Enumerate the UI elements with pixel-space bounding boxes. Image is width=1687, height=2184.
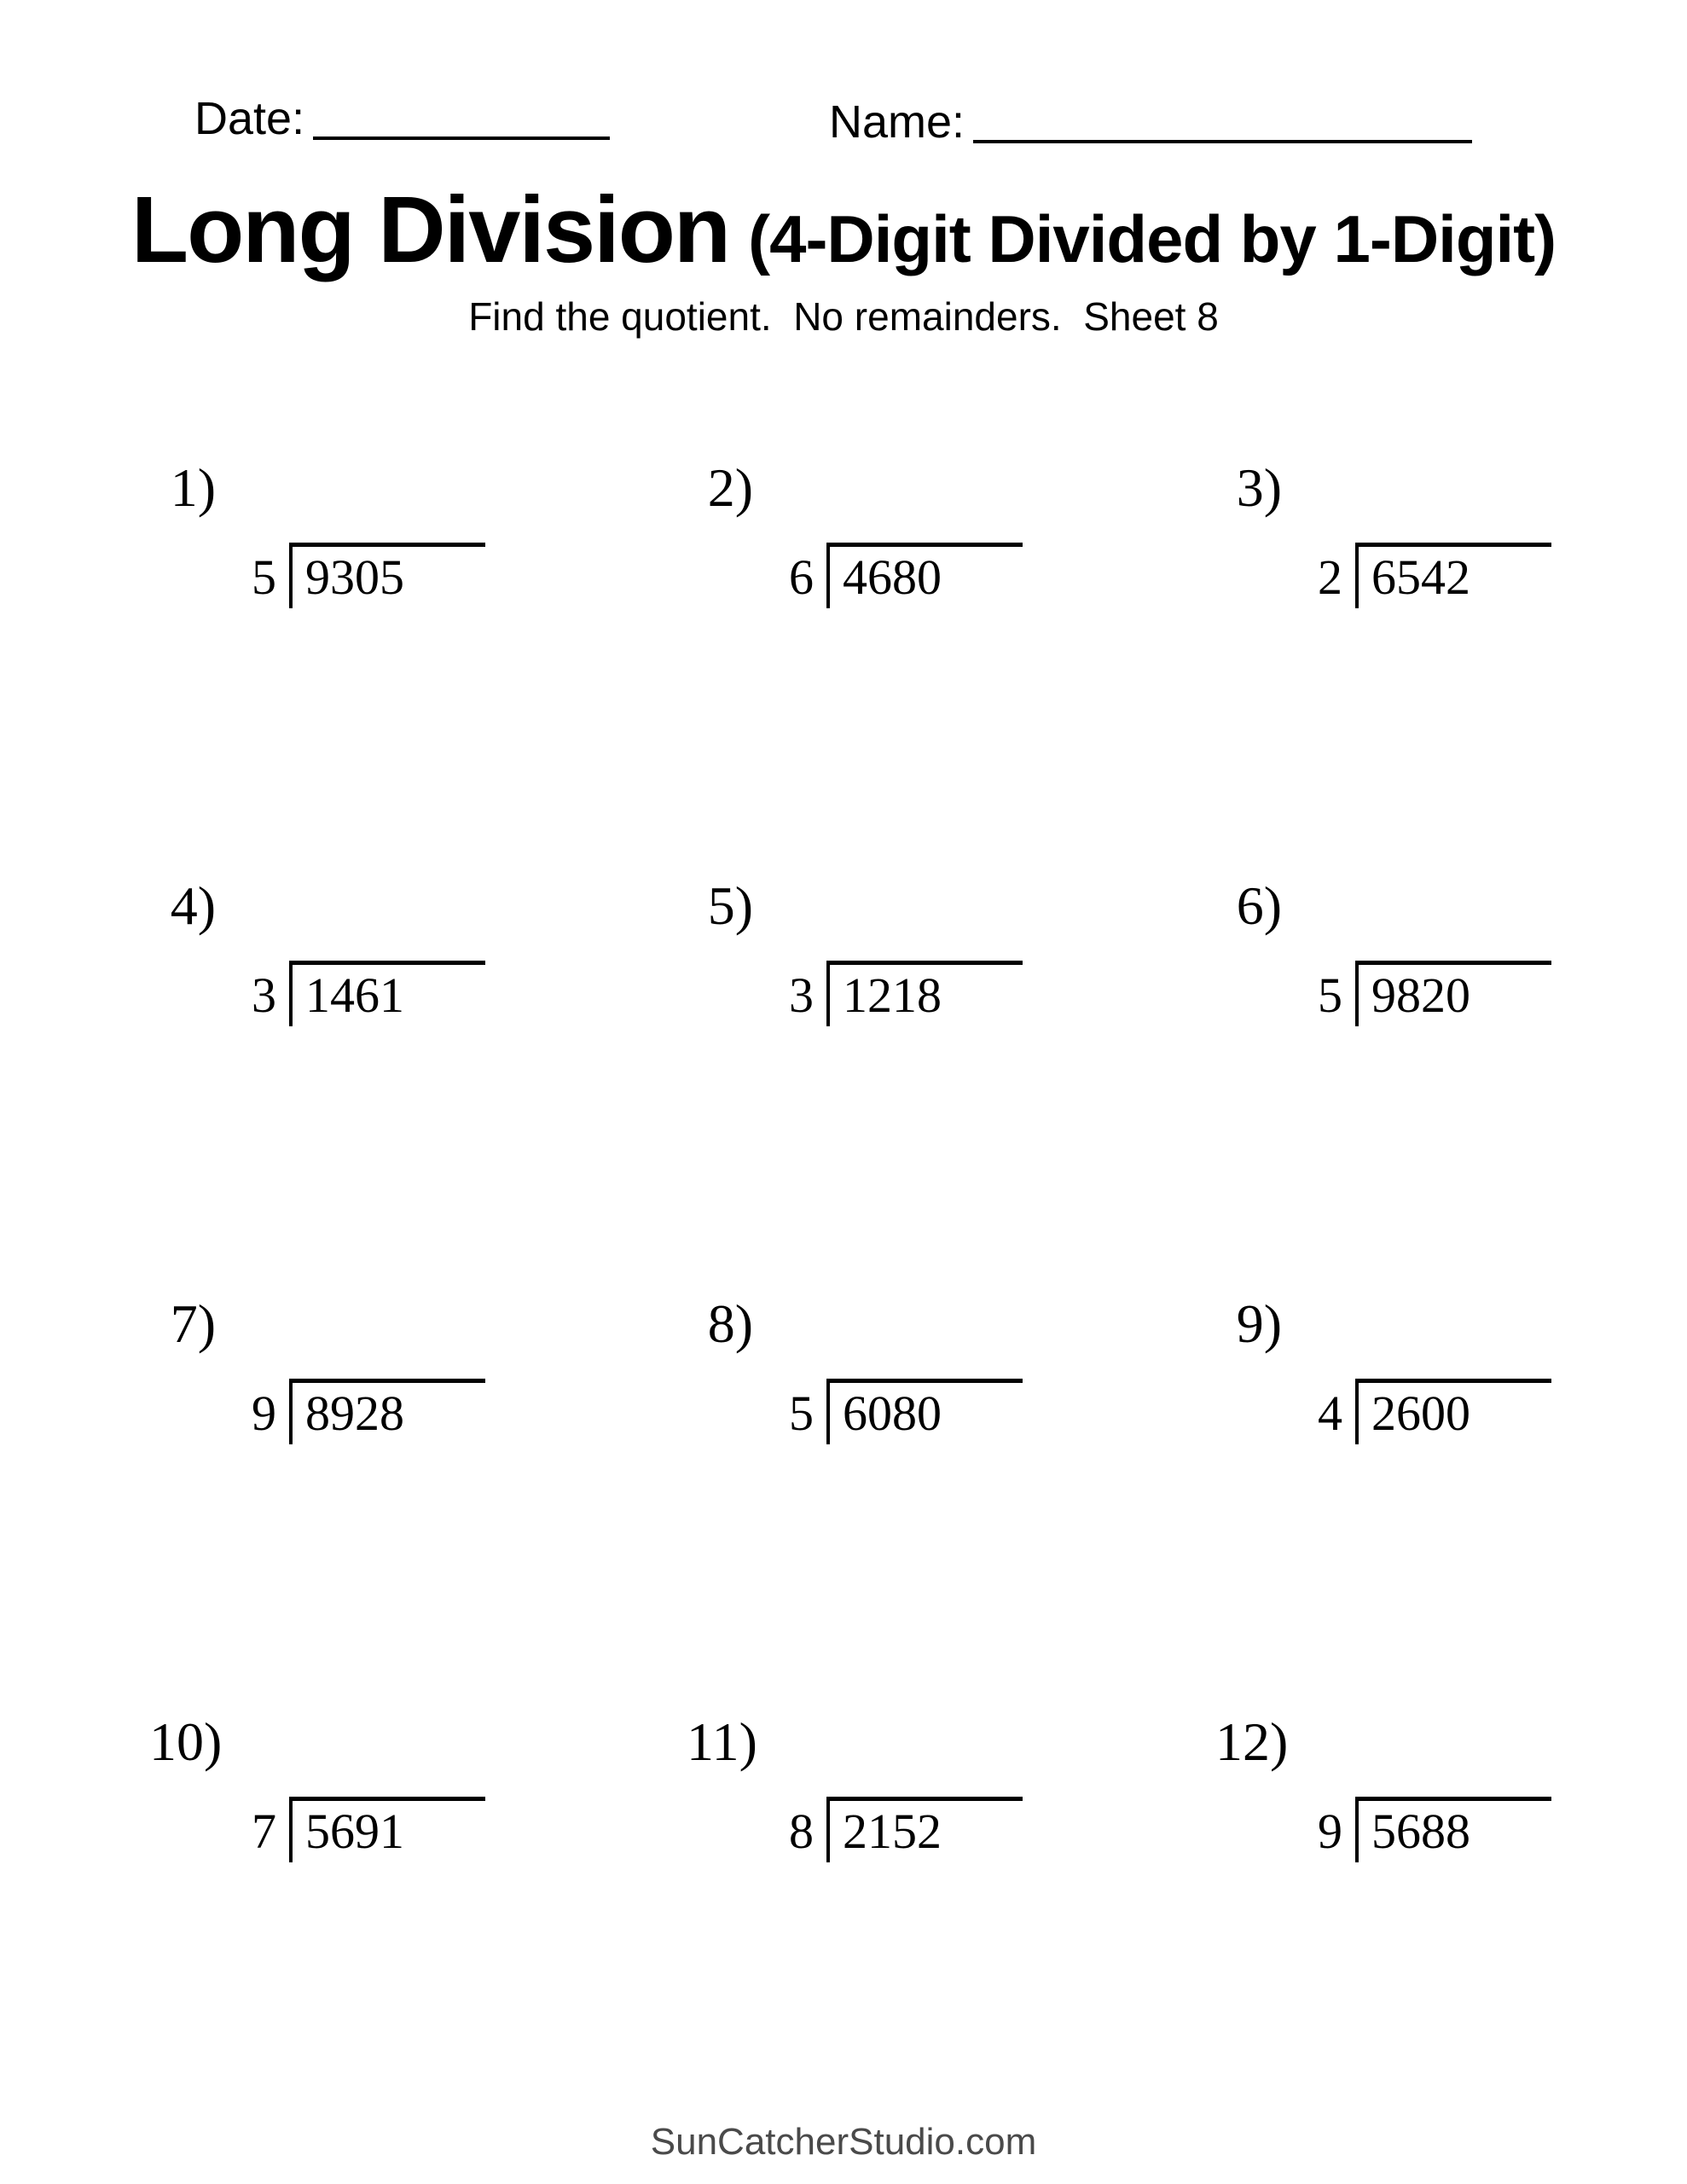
problem-cell [1215, 849, 1687, 1267]
dividend: 2152 [826, 1797, 1023, 1862]
problem-cell [149, 849, 687, 1267]
dividend: 4680 [826, 543, 1023, 608]
dividend: 1461 [289, 961, 485, 1026]
divisor: 8 [789, 1804, 814, 1859]
date-label: Date: [194, 93, 305, 144]
divisor: 7 [252, 1804, 276, 1859]
divisor: 5 [252, 549, 276, 605]
divisor: 9 [252, 1385, 276, 1441]
problem-cell [687, 849, 1215, 1267]
problem-cell [1215, 1267, 1687, 1685]
problem-cell [687, 431, 1215, 849]
problem-number: 2) [707, 457, 753, 518]
problem-number: 10) [149, 1711, 223, 1772]
problem-cell [149, 1267, 687, 1685]
problem-cell [687, 1685, 1215, 2103]
divisor: 9 [1318, 1804, 1342, 1859]
dividend: 6080 [826, 1379, 1023, 1444]
name-blank-line [973, 104, 1472, 143]
division-expression [252, 961, 687, 1026]
problem-number: 8) [707, 1293, 753, 1354]
division-expression [1318, 1379, 1687, 1444]
division-expression [1318, 1797, 1687, 1862]
dividend: 9820 [1355, 961, 1551, 1026]
division-expression [252, 1379, 687, 1444]
page-title-main: Long Division [130, 177, 730, 282]
problem-cell [149, 431, 687, 849]
page-subtitle: Find the quotient. No remainders. Sheet 8 [468, 294, 1219, 339]
footer-credit: SunCatcherStudio.com [650, 2121, 1037, 2163]
division-expression [252, 543, 687, 608]
problem-number: 1) [170, 457, 216, 518]
divisor: 6 [789, 549, 814, 605]
problem-number: 5) [707, 875, 753, 936]
page-title [0, 176, 1687, 284]
problem-number: 4) [170, 875, 216, 936]
problem-number: 7) [170, 1293, 216, 1354]
division-expression [789, 1379, 1215, 1444]
problems-grid [149, 431, 1687, 2103]
problem-number: 9) [1236, 1293, 1282, 1354]
dividend: 6542 [1355, 543, 1551, 608]
page-title-suffix: (4-Digit Divided by 1-Digit) [748, 201, 1557, 276]
problem-number: 11) [687, 1711, 757, 1772]
divisor: 5 [1318, 967, 1342, 1023]
divisor: 5 [789, 1385, 814, 1441]
division-expression [1318, 543, 1687, 608]
problem-number: 12) [1215, 1711, 1289, 1772]
dividend: 5691 [289, 1797, 485, 1862]
dividend: 1218 [826, 961, 1023, 1026]
problem-cell [1215, 1685, 1687, 2103]
division-expression [789, 961, 1215, 1026]
dividend: 9305 [289, 543, 485, 608]
divisor: 4 [1318, 1385, 1342, 1441]
division-expression [252, 1797, 687, 1862]
date-blank-line [313, 101, 610, 140]
division-expression [789, 1797, 1215, 1862]
dividend: 8928 [289, 1379, 485, 1444]
problem-cell [149, 1685, 687, 2103]
division-expression [1318, 961, 1687, 1026]
dividend: 5688 [1355, 1797, 1551, 1862]
divisor: 3 [789, 967, 814, 1023]
problem-number: 3) [1236, 457, 1282, 518]
divisor: 2 [1318, 549, 1342, 605]
problem-cell [687, 1267, 1215, 1685]
problem-cell [1215, 431, 1687, 849]
divisor: 3 [252, 967, 276, 1023]
name-field [829, 96, 1472, 148]
division-expression [789, 543, 1215, 608]
name-label: Name: [829, 96, 965, 148]
date-field [194, 93, 610, 144]
dividend: 2600 [1355, 1379, 1551, 1444]
problem-number: 6) [1236, 875, 1282, 936]
